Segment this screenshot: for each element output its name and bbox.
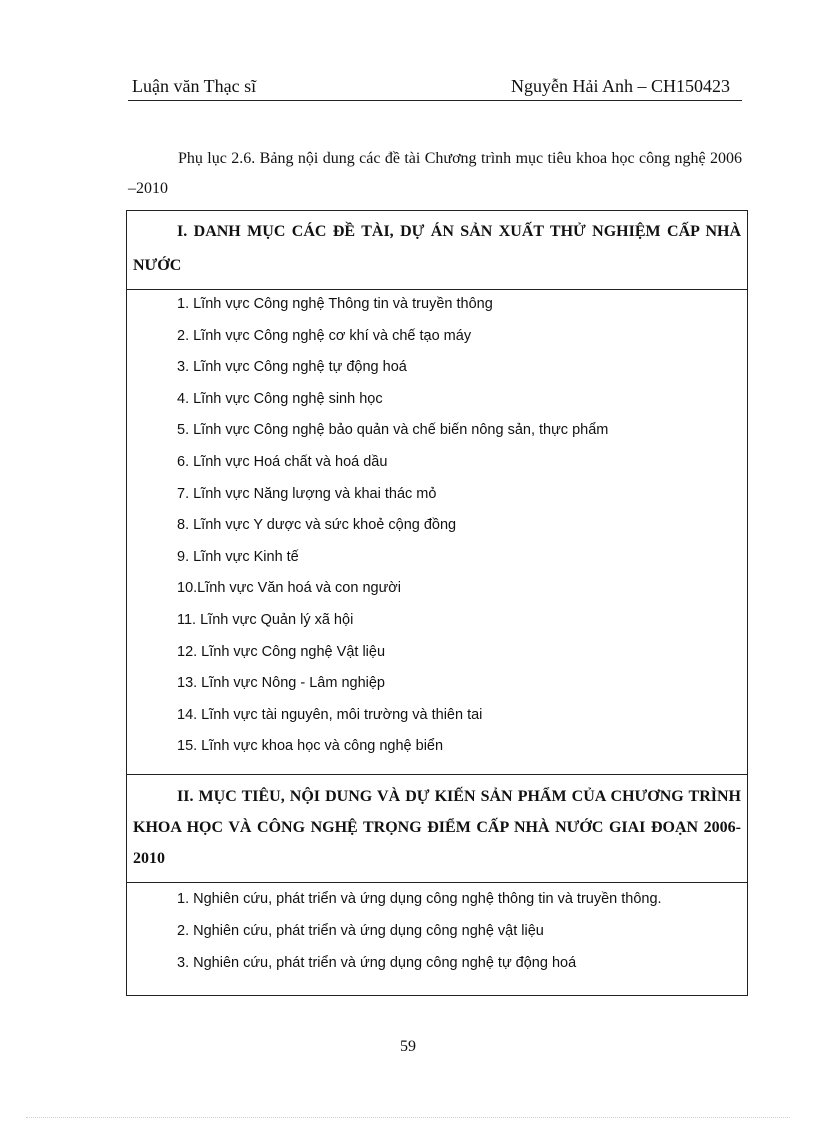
- section1-heading-row: [127, 211, 748, 290]
- appendix-caption: Phụ lục 2.6. Bảng nội dung các đề tài Chương trình mục tiêu khoa học công nghệ 2006 –2010: [128, 150, 742, 197]
- page-number: 59: [400, 1038, 416, 1055]
- list-item: 1. Nghiên cứu, phát triển và ứng dụng công nghệ thông tin và truyền thông.: [177, 890, 662, 907]
- header-thesis-type: Luận văn Thạc sĩ: [132, 76, 257, 96]
- list-item: 4. Lĩnh vực Công nghệ sinh học: [177, 390, 383, 407]
- list-item: 11. Lĩnh vực Quản lý xã hội: [177, 611, 354, 628]
- list-item: 3. Nghiên cứu, phát triển và ứng dụng công nghệ tự động hoá: [177, 954, 577, 971]
- section1-list-row: [127, 290, 748, 775]
- list-item: 5. Lĩnh vực Công nghệ bảo quản và chế biến nông sản, thực phẩm: [177, 422, 609, 439]
- list-item: 13. Lĩnh vực Nông - Lâm nghiệp: [177, 675, 385, 692]
- section2-list-row: [127, 882, 748, 995]
- list-item: 9. Lĩnh vực Kinh tế: [177, 548, 299, 565]
- list-item: 2. Nghiên cứu, phát triển và ứng dụng công nghệ vật liệu: [177, 922, 544, 939]
- list-item: 6. Lĩnh vực Hoá chất và hoá dầu: [177, 453, 388, 470]
- page-bottom-divider: [26, 1117, 790, 1118]
- list-item: 12. Lĩnh vực Công nghệ Vật liệu: [177, 643, 386, 660]
- page-header: [128, 76, 742, 101]
- list-item: 15. Lĩnh vực khoa học và công nghệ biển: [177, 738, 444, 755]
- list-item: 8. Lĩnh vực Y dược và sức khoẻ cộng đồng: [177, 517, 457, 534]
- list-item: 3. Lĩnh vực Công nghệ tự động hoá: [177, 359, 407, 376]
- list-item: 14. Lĩnh vực tài nguyên, môi trường và thiên tai: [177, 706, 483, 723]
- header-author: Nguyễn Hải Anh – CH150423: [511, 76, 730, 96]
- list-item: 7. Lĩnh vực Năng lượng và khai thác mỏ: [177, 485, 437, 502]
- section2-list: [127, 882, 748, 995]
- topics-table: [126, 210, 748, 996]
- list-item: 10.Lĩnh vực Văn hoá và con người: [177, 580, 402, 597]
- section2-heading-row: [127, 774, 748, 882]
- section1-heading: I. DANH MỤC CÁC ĐỀ TÀI, DỰ ÁN SẢN XUẤT THỬ NGHIỆM CẤP NHÀ NƯỚC: [127, 211, 748, 290]
- section1-list: [127, 290, 748, 775]
- section2-heading: II. MỤC TIÊU, NỘI DUNG VÀ DỰ KIẾN SẢN PHẨM CỦA CHƯƠNG TRÌNH KHOA HỌC VÀ CÔNG NGHỆ TRỌNG ĐIỂM CẤP NHÀ NƯỚC GIAI ĐOẠN 2006-2010: [127, 774, 748, 882]
- list-item: 2. Lĩnh vực Công nghệ cơ khí và chế tạo máy: [177, 327, 472, 344]
- list-item: 1. Lĩnh vực Công nghệ Thông tin và truyền thông: [177, 296, 493, 312]
